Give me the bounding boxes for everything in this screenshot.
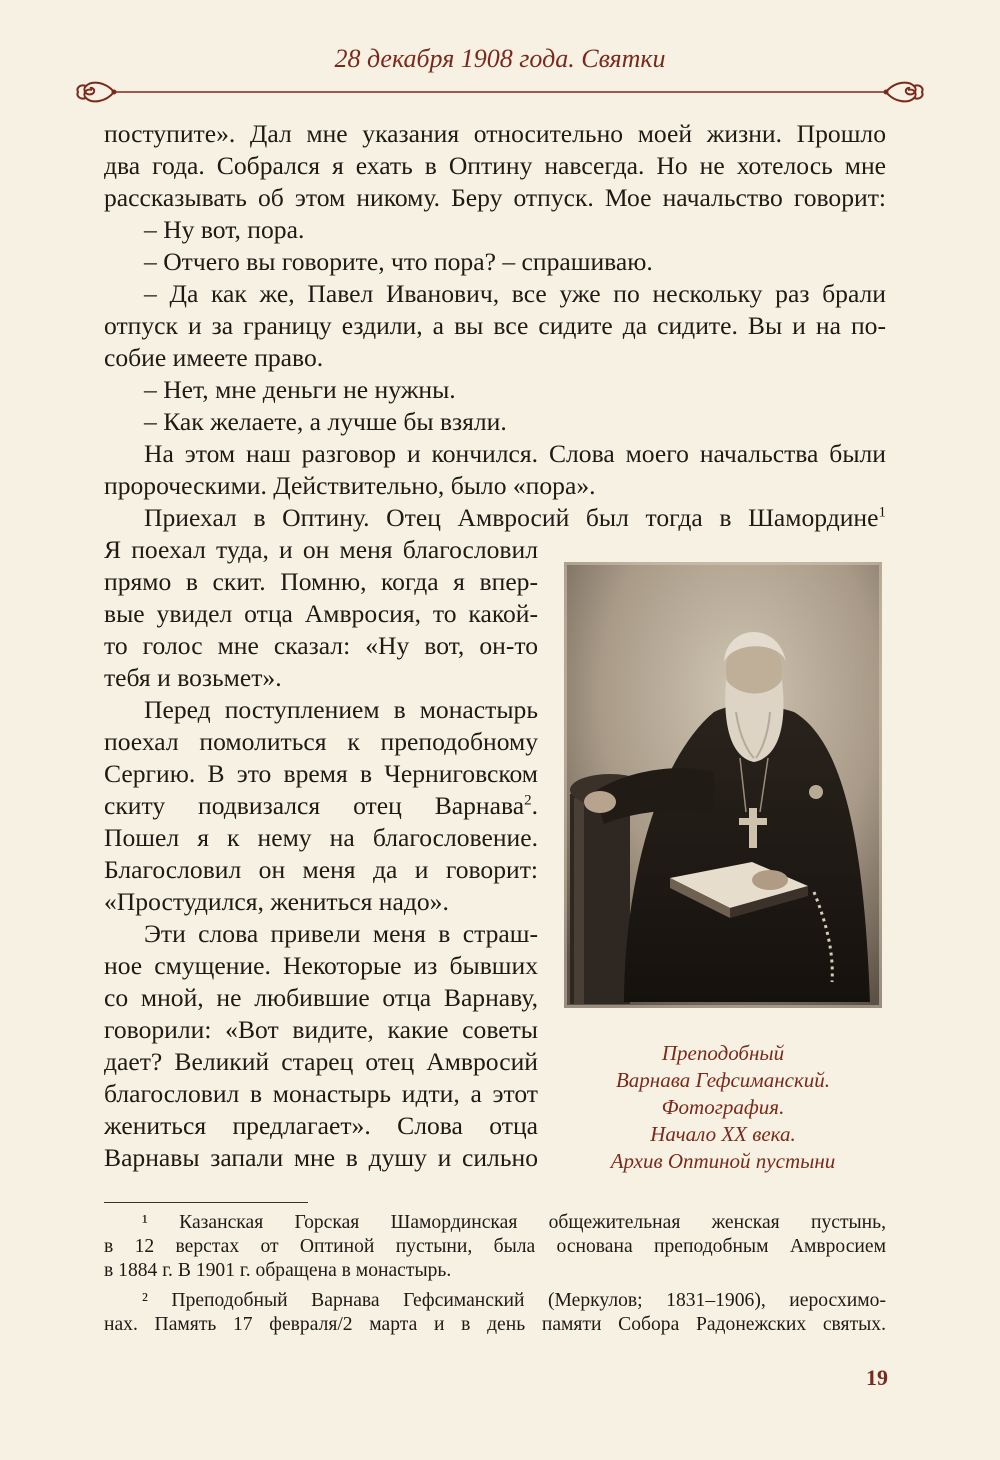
text-line-content: ное смущение. Некоторые из бывших: [104, 951, 538, 980]
text-line-content: то голос мне сказал: «Ну вот, он-то: [104, 631, 538, 660]
text-line-content: дает? Великий старец отец Амвросий: [104, 1047, 538, 1076]
text-line-content: вые увидел отца Амвросия, то какой-: [104, 599, 538, 628]
text-line-content: – Как желаете, а лучше бы взяли.: [144, 407, 507, 436]
text-line: [104, 1078, 538, 1110]
text-line: [104, 118, 886, 150]
caption-line: Архив Оптиной пустыни: [610, 1149, 836, 1173]
text-line-content: со мной, не любившие отца Варнаву,: [104, 983, 538, 1012]
running-header: 28 декабря 1908 года. Святки: [334, 44, 666, 73]
text-line: [104, 662, 538, 694]
text-line: [104, 406, 886, 438]
text-line-content: Варнавы запали мне в душу и сильно: [104, 1143, 538, 1172]
text-line: [104, 374, 886, 406]
text-line-content: – Ну вот, пора.: [144, 215, 305, 244]
caption-line: Фотография.: [661, 1095, 785, 1119]
header-ornament: [70, 74, 930, 110]
text-line-content: пророческими. Действительно, было «пора».: [104, 471, 596, 500]
photograph: [564, 562, 882, 1008]
footnote-marker[interactable]: 1: [878, 504, 886, 521]
text-line: [104, 726, 538, 758]
text-line-content: в 12 верстах от Оптиной пустыни, была основана преподобным Амвросием: [104, 1236, 886, 1257]
text-line-content: собие имеете право.: [104, 343, 324, 372]
footnote-marker[interactable]: 2: [524, 792, 532, 809]
photo-caption: [556, 1040, 890, 1175]
text-line-content: скиту подвизался отец Варнава: [104, 791, 525, 820]
text-line: [104, 566, 538, 598]
portrait-of-elder-icon: [564, 562, 882, 1008]
text-line: [104, 1046, 538, 1078]
text-line-content: Сергию. В это время в Черниговском: [104, 759, 538, 788]
text-line-content: поступите». Дал мне указания относительно моей жизни. Прошло: [104, 119, 886, 148]
text-line-content: рассказывать об этом никому. Беру отпуск. Мое начальство говорит:: [104, 183, 886, 212]
caption-line: Начало XX века.: [650, 1122, 796, 1146]
text-line: [104, 470, 886, 502]
text-line: [104, 214, 886, 246]
text-line: [104, 1235, 886, 1259]
text-line: [104, 534, 538, 566]
text-line-content: На этом наш разговор и кончился. Слова моего начальства были: [144, 439, 886, 468]
text-line: [104, 790, 538, 822]
text-line-content: в 1884 г. В 1901 г. обращена в монастырь.: [104, 1260, 452, 1281]
footnote-separator: [104, 1202, 308, 1203]
text-line-content: жениться предлагает». Слова отца: [104, 1111, 538, 1140]
text-line-content: нах. Память 17 февраля/2 марта и в день памяти Собора Радонежских святых.: [104, 1314, 886, 1335]
text-line: [104, 758, 538, 790]
text-line: [104, 630, 538, 662]
text-line-content: Перед поступлением в монастырь: [144, 695, 538, 724]
text-line: [104, 1014, 538, 1046]
text-line: [104, 1211, 886, 1235]
caption-line: Преподобный: [661, 1041, 785, 1065]
text-line-content: Благословил он меня да и говорит:: [104, 855, 538, 884]
main-text-beside-photo: [104, 534, 538, 1174]
text-line: [104, 150, 886, 182]
text-line: [104, 502, 886, 534]
text-line-content: поехал помолиться к преподобному: [104, 727, 538, 756]
text-line: [104, 342, 886, 374]
text-line-content: Я поехал туда, и он меня благословил: [104, 535, 538, 564]
text-line: [104, 1110, 538, 1142]
text-line: [104, 950, 538, 982]
text-line-content: «Простудился, жениться надо».: [104, 887, 449, 916]
text-line: [104, 886, 538, 918]
main-text-full-width: [104, 118, 886, 534]
text-line-content: тебя и возьмет».: [104, 663, 282, 692]
text-line-content: – Да как же, Павел Иванович, все уже по нескольку раз брали: [144, 279, 886, 308]
text-line-content: Приехал в Оптину. Отец Амвросий был тогда в Шамордине: [144, 503, 879, 532]
text-line: [104, 918, 538, 950]
text-line: [104, 310, 886, 342]
text-line-content: отпуск и за границу ездили, а вы все сидите да сидите. Вы и на по-: [104, 311, 886, 340]
text-line: [104, 854, 538, 886]
text-line-content: благословил в монастырь идти, а этот: [104, 1079, 538, 1108]
text-line-content: прямо в скит. Помню, когда я впер-: [104, 567, 538, 596]
text-line-content: ¹ Казанская Горская Шамординская общежительная женская пустынь,: [142, 1212, 886, 1233]
text-line: [104, 246, 886, 278]
text-line-content: Пошел я к нему на благословение.: [104, 823, 538, 852]
text-line: [104, 438, 886, 470]
footnotes: [104, 1211, 886, 1337]
text-line: [104, 822, 538, 854]
text-line-content: два года. Собрался я ехать в Оптину навсегда. Но не хотелось мне: [104, 151, 886, 180]
text-line: [104, 982, 538, 1014]
page-number: 19: [866, 1365, 888, 1390]
text-line-content: Эти слова привели меня в страш-: [144, 919, 538, 948]
text-line: [104, 694, 538, 726]
text-line: [104, 1259, 886, 1283]
text-line-content: – Отчего вы говорите, что пора? – спрашиваю.: [144, 247, 653, 276]
text-line-content: – Нет, мне деньги не нужны.: [144, 375, 456, 404]
text-line: [104, 598, 538, 630]
text-line: [104, 278, 886, 310]
text-line: [104, 182, 886, 214]
text-line-content: ² Преподобный Варнава Гефсиманский (Меркулов; 1831–1906), иеросхимо-: [142, 1290, 886, 1311]
text-line: [104, 1313, 886, 1337]
text-line: [104, 1142, 538, 1174]
text-line-tail: .: [531, 791, 538, 820]
text-line: [104, 1289, 886, 1313]
caption-line: Варнава Гефсиманский.: [615, 1068, 831, 1092]
text-line-content: говорили: «Вот видите, какие советы: [104, 1015, 538, 1044]
